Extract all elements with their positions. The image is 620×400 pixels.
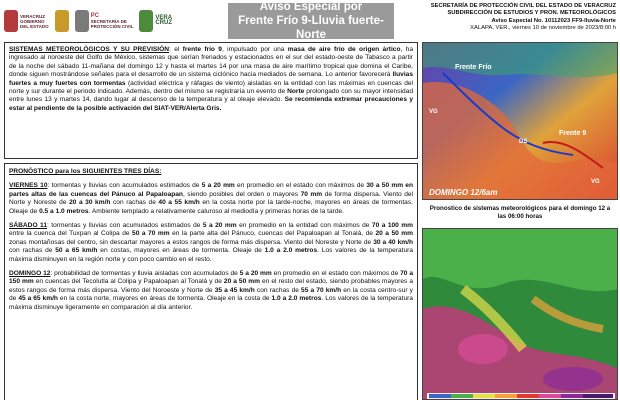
day-label: VIERNES 10 [9, 182, 48, 190]
map-caption: Pronostico de sistemas meteorológicos para el domingo 12 a las 06:00 horas [429, 205, 611, 220]
text: , siendo posibles del orden o mayores [182, 190, 301, 198]
veracruz-shield-icon [4, 10, 18, 32]
text-bold: 70 a 150 mm [9, 270, 414, 286]
text: entre la cuenca del Tuxpan al Colipa de [9, 230, 133, 238]
header [0, 0, 620, 42]
logo-state-seal [55, 10, 69, 32]
text: , impulsado por una [221, 46, 288, 53]
text-bold: 35 a 45 km/h [214, 286, 255, 294]
text-bold: 45 a 65 km/h [18, 295, 58, 303]
text: con rachas de [9, 247, 56, 255]
text-bold: 5 a 20 mm [239, 270, 272, 278]
label-domingo: DOMINGO 12/6am [429, 188, 498, 197]
seal-icon [55, 10, 69, 32]
synoptic-map-svg [423, 43, 618, 200]
title-line-2: Frente Frío 9-Lluvia fuerte-Norte [238, 15, 384, 41]
text: zonas montañosas del centro, sin descartar mayores a estos rangos de forma más dispersa. Viento del Noreste y Norte de [9, 238, 374, 246]
text: en promedio en el estado con máximos de [271, 270, 401, 278]
forecast-heading: PRONÓSTICO para los SIGUIENTES TRES DÍAS: [9, 168, 162, 175]
pc-icon [75, 10, 89, 32]
right-column [422, 42, 618, 400]
logo-text: GOBIERNO [20, 18, 45, 24]
precipitation-map-svg [423, 229, 618, 400]
text-bold: 30 a 50 mm en partes altas de las cuencas del Pánuco al Papaloapan [9, 182, 413, 198]
text-bold: lluvias fuertes a muy fuertes con tormentas [9, 71, 413, 87]
text-bold: masa de aire frío de origen ártico [287, 46, 401, 53]
text-bold: 50 a 65 km/h [55, 247, 98, 255]
text-bold: 0.5 a 1.0 metros [39, 207, 89, 215]
logo-text: CRUZ [155, 20, 173, 26]
logo-text: PC [90, 12, 99, 19]
text-bold: 1.0 a 2.0 metros [264, 247, 318, 255]
text: prolongado con su mayor intensidad entre lunes 13 y martes 14, dando lugar al descenso de la temperatura y al oleaje elevado. [9, 88, 413, 104]
synoptic-map [422, 42, 618, 200]
text: : tormentas y lluvias con acumulados estimados de [47, 182, 202, 190]
text-bold: Norte [287, 88, 305, 96]
text: (actividad eléctrica y ráfagas de viento) aisladas en la entidad con las máximas en cuencas del norte y sur durante el periodo indicado. Además, dentro del mismo se registraría un evento de [9, 79, 413, 96]
text: con rachas de [254, 286, 302, 294]
day-label: SÁBADO 11 [9, 222, 47, 230]
forecast-day-sabado [9, 222, 413, 264]
logo-text: DEL ESTADO [20, 23, 49, 29]
agency-info [398, 3, 616, 39]
day-label: DOMINGO 12 [9, 270, 51, 278]
text: en la costa norte, mayores en áreas de tormenta. Oleaje en la costa de [57, 295, 272, 303]
precipitation-map [422, 228, 618, 400]
text-bold: 1.0 a 2.0 metros [271, 295, 322, 303]
text-bold: 5 a 20 mm [201, 182, 235, 190]
systems-box [4, 42, 418, 159]
text-bold: 70 mm [300, 190, 323, 198]
text: en la costa centro-sur y de [9, 286, 413, 303]
vera-cruz-icon [139, 10, 153, 32]
text: en la parte alta del Pánuco, cuencas del Papaloapan al Tonalá, de [169, 230, 376, 238]
text: : el [169, 46, 183, 53]
logo-text: VERACRUZ [20, 13, 46, 19]
left-column [4, 42, 418, 400]
label-frente-frio: Frente Frío [455, 64, 492, 71]
label-vg-2: VG [591, 179, 600, 185]
text-bold: 40 a 55 km/h [158, 199, 200, 207]
text: con rachas de [110, 199, 159, 207]
text-bold: Se recomienda extremar precauciones y estar al pendiente de la posible activación del SIAT-VER/Alerta Gris. [9, 96, 413, 112]
text-bold: 20 a 50 mm [223, 278, 261, 286]
notice-date: XALAPA, VER., viernes 10 de noviembre de 2023/8:00 h [470, 24, 616, 31]
text: , ha ingresado al noroeste del Golfo de México, sistemas que serían frenados y estacionados en el sur del estado-oeste de Tabasco a partir de la noche del sábado 11-mañana del domingo 12 y hasta el martes 14 por una masa de aire marítimo tropical que domina el Caribe, donde siguen mostrándose señales para el desarrollo de un sistema ciclónico hacia mediados de semana. Lo anterior favorecerá [9, 46, 413, 79]
text-bold: frente frío 9 [182, 46, 222, 53]
agency-name: SECRETARÍA DE PROTECCIÓN CIVIL DEL ESTADO DE VERACRUZ [430, 3, 616, 9]
text: : tormentas y lluvias con acumulados estimados de [47, 222, 203, 230]
logo-text: PROTECCIÓN CIVIL [90, 23, 134, 29]
text-bold: 20 a 30 km/h [69, 199, 111, 207]
text-bold: 30 a 40 km/h [373, 238, 413, 246]
text-bold: 50 a 70 mm [132, 230, 170, 238]
text: en promedio en la entidad con máximos de [236, 222, 372, 230]
logos [4, 4, 226, 38]
logo-proteccion-civil [75, 10, 134, 32]
label-frente-9: Frente 9 [559, 130, 587, 137]
logo-vera-cruz [139, 10, 172, 32]
label-ds: DS [519, 139, 528, 145]
agency-subdivision: SUBDIRECCIÓN DE ESTUDIOS Y PRON. METEOROLÓGICOS [447, 10, 616, 17]
label-vg-1: VG [429, 109, 438, 115]
text: en promedio en el estado con máximos de [234, 182, 367, 190]
notice-title [228, 3, 394, 39]
text: en la costa norte por la tarde-noche, mayores en áreas de tormentas. Oleaje de [9, 199, 413, 215]
text: en costas, mayores en áreas de tormenta. Oleaje de [97, 247, 265, 255]
logo-text: VERA [155, 15, 173, 21]
title-line-1: Aviso Especial por [259, 1, 363, 13]
text: . Los valores de la temperatura máxima disminuyen en la región norte y con poco cambio en el resto. [9, 247, 413, 263]
text-bold: 55 a 70 km/h [301, 286, 342, 294]
text: de forma dispersa. Viento del Norte y Noreste de [9, 190, 413, 207]
forecast-day-viernes [9, 182, 413, 216]
text: . Los valores de la temperatura máxima disminuye ligeramente en comparación al día anterior. [9, 295, 413, 311]
logo-veracruz-gobierno [4, 10, 49, 32]
text: : probabilidad de tormentas y lluvia aisladas con acumulados de [50, 270, 240, 278]
text-bold: 70 a 100 mm [371, 222, 413, 230]
notice-number: Aviso Especial No. 10112023 FF9-lluvia-Norte [491, 17, 616, 24]
forecast-day-domingo [9, 270, 413, 312]
text: en cuencas del Tecolutla al Colipa y Papaloapan al Tonalá y de [33, 278, 224, 286]
text: . Ambiente templado a relativamente caluroso al mediodía y primeras horas de la tarde. [88, 207, 345, 215]
forecast-box [4, 163, 418, 400]
text-bold: 5 a 20 mm [202, 222, 237, 230]
logo-text: SECRETARÍA DE [90, 18, 127, 24]
systems-heading: SISTEMAS METEOROLÓGICOS Y SU PREVISIÓN [9, 46, 170, 53]
text: en el resto del estado, siendo probables mayores a estos rangos de forma más dispersa. Viento del Noroeste y Norte de [9, 278, 414, 294]
text-bold: 20 a 50 mm [375, 230, 414, 238]
